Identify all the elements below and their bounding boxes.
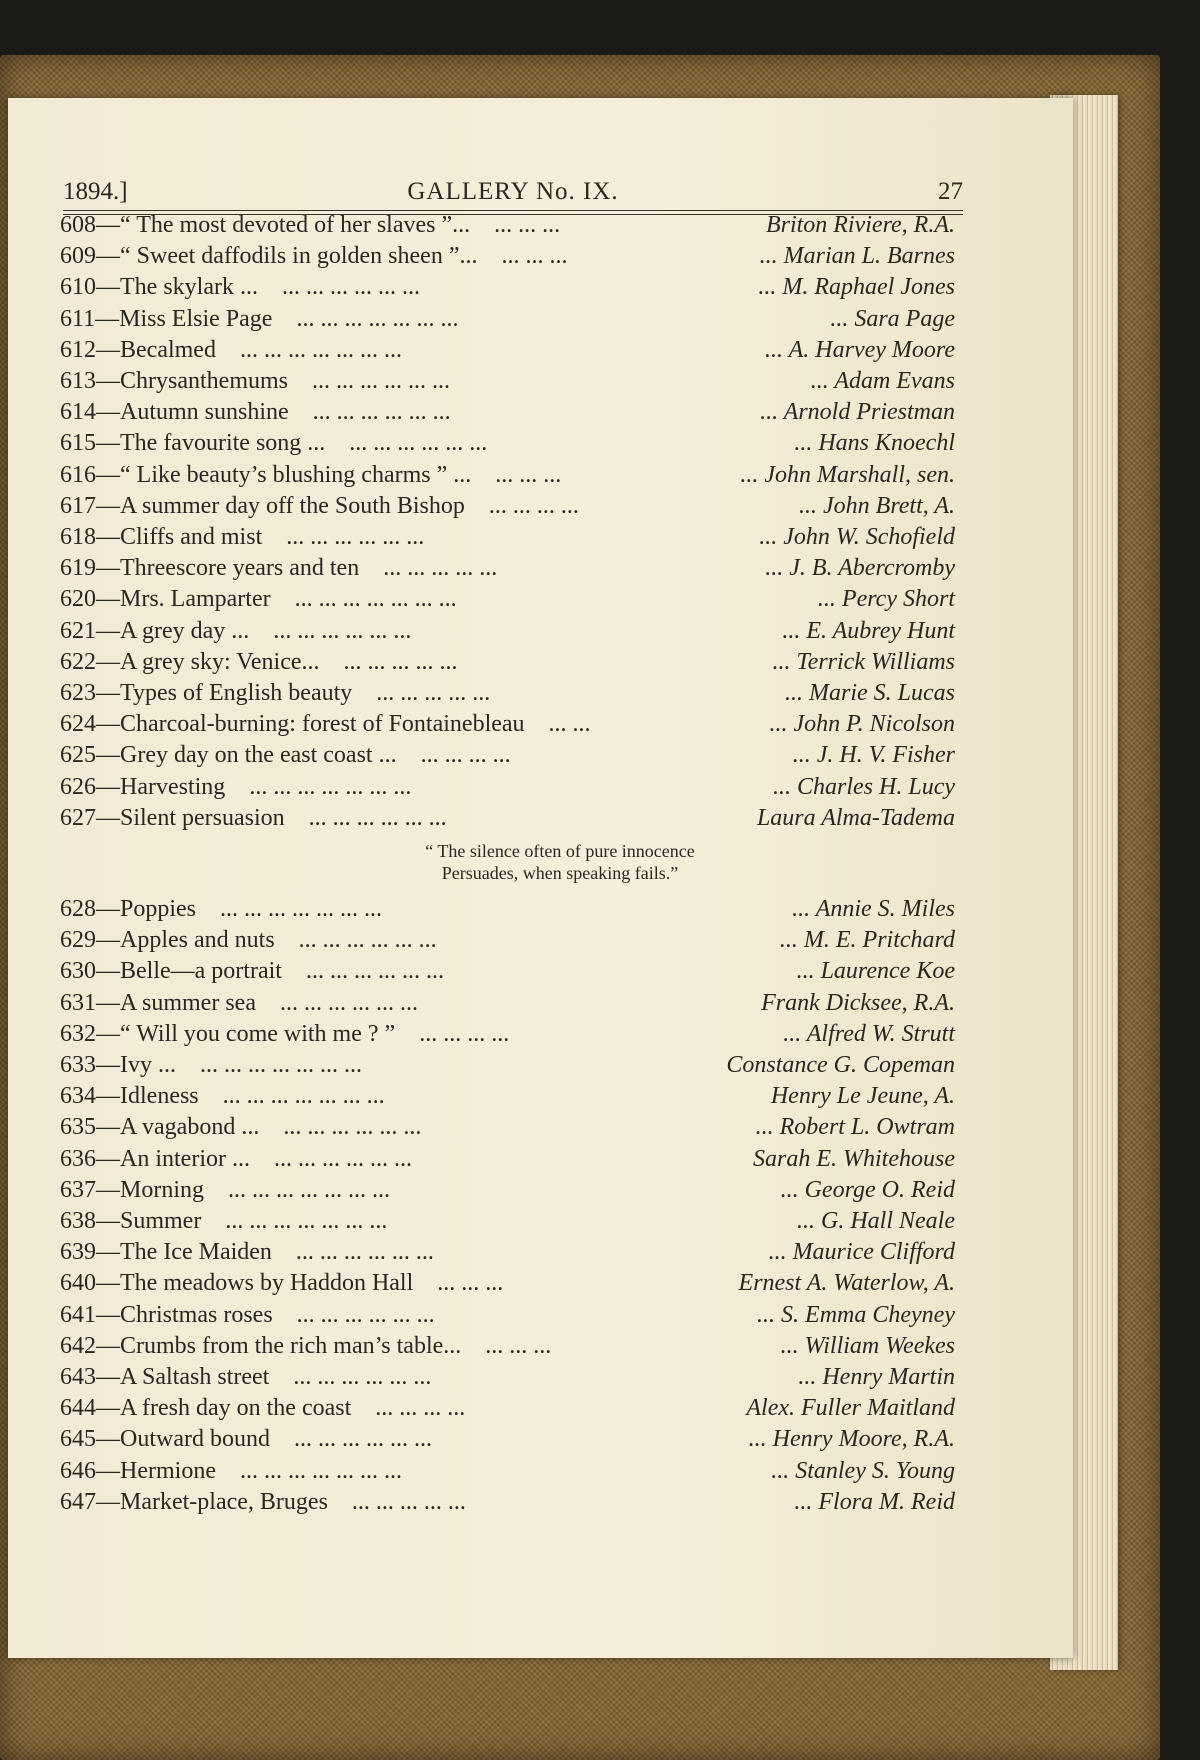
catalogue-entry [60,460,955,491]
entry-title: 638—Summer [60,1208,202,1234]
entry-title: 616—“ Like beauty’s blushing charms ” ... [60,461,472,488]
catalogue-entry [60,1393,955,1424]
entry-artist: Frank Dicksee, R.A. [761,989,955,1016]
entry-title: 620—Mrs. Lamparter [60,586,271,613]
catalogue-entry [60,366,955,397]
leader-dots: ... ... ... ... ... ... ... [296,305,459,332]
catalogue-entry [60,678,955,709]
catalogue-entry [60,1362,955,1393]
leader-dots: ... ... ... [485,1332,552,1359]
leader-dots: ... ... ... ... ... ... [312,368,450,394]
leader-dots: ... ... ... ... ... [351,1488,466,1515]
entry-title: 629—Apples and nuts [60,927,275,954]
page-number: 27 [938,178,963,205]
entry-title: 633—Ivy ... [60,1052,176,1078]
leader-dots: ... ... ... ... ... ... [283,1114,422,1141]
epigraph-quote [360,840,760,884]
entry-title: 637—Morning [60,1176,204,1203]
leader-dots: ... ... ... ... ... ... [308,804,447,831]
entry-title: 610—The skylark ... [60,274,258,301]
entry-artist: ... G. Hall Neale [797,1208,955,1234]
leader-dots: ... ... ... ... ... ... ... [239,1457,402,1484]
catalogue-entry [60,894,955,925]
leader-dots: ... ... ... ... ... ... ... [239,336,402,363]
catalogue-entry [60,1331,955,1362]
entry-artist: ... S. Emma Cheyney [757,1301,955,1328]
catalogue-entry [60,335,955,366]
catalogue-entry [60,709,955,740]
catalogue-entry [60,553,955,584]
entry-artist: ... J. B. Abercromby [765,555,955,582]
leader-dots: ... ... ... ... [375,1395,466,1422]
catalogue-entry [60,304,955,335]
catalogue-entry [60,1050,955,1081]
entry-title: 646—Hermione [60,1457,216,1484]
catalogue-entry [60,1237,955,1268]
leader-dots: ... ... ... ... ... [383,555,498,582]
leader-dots: ... ... ... ... ... ... ... [294,586,457,613]
entry-artist: ... George O. Reid [780,1176,955,1203]
leader-dots: ... ... ... ... [488,492,579,519]
entry-title: 614—Autumn sunshine [60,399,289,426]
quote-line: Persuades, when speaking fails.” [441,863,679,883]
catalogue-entry [60,956,955,987]
leader-dots: ... ... ... ... ... ... ... [225,1208,388,1234]
entry-artist: ... John P. Nicolson [769,711,955,738]
leader-dots: ... ... ... ... ... ... [281,274,420,301]
entry-artist: Constance G. Copeman [726,1052,955,1078]
catalogue-entry [60,925,955,956]
catalogue-entry [60,397,955,428]
entry-artist: ... John Brett, A. [799,492,955,519]
leader-dots: ... ... ... ... ... ... [293,1426,432,1453]
entry-artist: ... Arnold Priestman [760,399,955,426]
entry-artist: ... Marie S. Lucas [785,680,955,706]
book-page [8,98,1073,1658]
entry-title: 643—A Saltash street [60,1364,270,1390]
leader-dots: ... ... ... ... ... ... [273,1145,412,1172]
leader-dots: ... ... ... ... ... ... ... [200,1052,362,1078]
entry-artist: ... William Weekes [780,1332,955,1359]
entry-artist: ... Charles H. Lucy [773,773,955,800]
entry-artist: ... Marian L. Barnes [759,243,955,270]
catalogue-entry [60,1019,955,1050]
leader-dots: ... ... ... ... ... ... [312,399,451,426]
entry-title: 635—A vagabond ... [60,1114,260,1141]
catalogue-entry [60,1424,955,1455]
entry-artist: ... Robert L. Owtram [755,1114,955,1141]
leader-dots: ... ... [548,711,591,738]
leader-dots: ... ... ... ... ... ... [293,1364,432,1390]
catalogue-entry [60,1268,955,1299]
entry-title: 627—Silent persuasion [60,804,285,831]
entry-title: 623—Types of English beauty [60,680,353,706]
year-label: 1894.] [63,178,128,205]
entry-title: 639—The Ice Maiden [60,1239,272,1266]
entry-title: 617—A summer day off the South Bishop [60,492,465,519]
catalogue-entry [60,1206,955,1237]
leader-dots: ... ... ... [437,1270,504,1297]
entry-title: 609—“ Sweet daffodils in golden sheen ”... [60,243,478,270]
entry-title: 634—Idleness [60,1083,199,1110]
entry-artist: Henry Le Jeune, A. [770,1083,955,1110]
entry-artist: ... John Marshall, sen. [740,461,955,488]
catalogue-entry [60,584,955,615]
leader-dots: ... ... ... ... ... ... [349,430,488,457]
entry-title: 618—Cliffs and mist [60,524,263,550]
entry-title: 621—A grey day ... [60,617,250,644]
catalogue-entry [60,1300,955,1331]
entry-title: 642—Crumbs from the rich man’s table... [60,1332,462,1359]
leader-dots: ... ... ... ... ... ... ... [228,1176,390,1203]
catalogue-entry [60,1144,955,1175]
catalogue-entry [60,772,955,803]
entry-artist: ... Terrick Williams [772,648,955,675]
leader-dots: ... ... ... ... ... ... [286,524,425,550]
entry-artist: Sarah E. Whitehouse [753,1145,955,1172]
catalogue-entry [60,428,955,459]
entry-title: 624—Charcoal-burning: forest of Fontainebleau [60,711,525,738]
entry-title: 612—Becalmed [60,336,216,363]
catalogue-entry [60,647,955,678]
entry-title: 630—Belle—a portrait [60,958,282,985]
entry-title: 632—“ Will you come with me ? ” [60,1020,396,1047]
leader-dots: ... ... ... [494,212,561,238]
leader-dots: ... ... ... ... ... ... [295,1239,434,1266]
catalogue-entry [60,740,955,771]
entry-artist: ... M. Raphael Jones [758,274,955,301]
entry-artist: ... Laurence Koe [796,958,955,985]
entry-title: 625—Grey day on the east coast ... [60,742,397,769]
catalogue-entry [60,1081,955,1112]
leader-dots: ... ... ... ... ... ... [298,927,437,954]
entry-title: 645—Outward bound [60,1426,270,1453]
catalogue-entry [60,491,955,522]
entry-title: 611—Miss Elsie Page [60,305,273,332]
entry-title: 626—Harvesting [60,773,226,800]
entry-artist: Ernest A. Waterlow, A. [738,1270,955,1297]
leader-dots: ... ... ... ... ... ... [305,958,444,985]
leader-dots: ... ... ... ... ... ... [296,1301,435,1328]
catalogue-entry [60,241,955,272]
entry-title: 613—Chrysanthemums [60,368,288,394]
leader-dots: ... ... ... ... [419,1020,510,1047]
leader-dots: ... ... ... ... ... [376,680,491,706]
entry-artist: ... Maurice Clifford [768,1239,955,1266]
entry-artist: Laura Alma-Tadema [756,804,955,831]
catalogue-entry [60,1175,955,1206]
entry-artist: ... E. Aubrey Hunt [782,617,955,644]
entry-artist: ... John W. Schofield [759,524,955,550]
entry-artist: Briton Riviere, R.A. [765,212,955,238]
entry-title: 641—Christmas roses [60,1301,273,1328]
leader-dots: ... ... ... ... ... [343,648,458,675]
entry-artist: Alex. Fuller Maitland [746,1395,955,1422]
entry-artist: ... Henry Martin [798,1364,955,1390]
leader-dots: ... ... ... [495,461,562,488]
entry-artist: ... A. Harvey Moore [765,336,955,363]
entry-title: 631—A summer sea [60,989,256,1016]
catalogue-entry [60,1112,955,1143]
entry-artist: ... Flora M. Reid [794,1488,955,1515]
entry-artist: ... Percy Short [817,586,955,613]
entry-artist: ... J. H. V. Fisher [792,742,955,769]
catalogue-entry [60,616,955,647]
catalogue-entry [60,522,955,553]
entry-title: 622—A grey sky: Venice... [60,648,320,675]
entry-artist: ... Sara Page [830,305,955,332]
catalogue-entry [60,210,955,241]
entry-title: 619—Threescore years and ten [60,555,360,582]
entry-title: 608—“ The most devoted of her slaves ”... [60,212,471,238]
entry-artist: ... Annie S. Miles [792,896,955,922]
entry-artist: ... Alfred W. Strutt [783,1020,955,1047]
leader-dots: ... ... ... ... ... ... [279,989,418,1016]
catalogue-entry [60,1487,955,1518]
entry-artist: ... Henry Moore, R.A. [748,1426,955,1453]
leader-dots: ... ... ... ... ... ... ... [220,896,383,922]
quote-line: “ The silence often of pure innocence [425,841,695,861]
catalogue-entry [60,803,955,834]
entry-artist: ... Adam Evans [810,368,955,394]
catalogue-entry [60,272,955,303]
leader-dots: ... ... ... ... [420,742,511,769]
entry-artist: ... Stanley S. Young [771,1457,955,1484]
leader-dots: ... ... ... [501,243,568,270]
leader-dots: ... ... ... ... ... ... ... [249,773,412,800]
entry-title: 640—The meadows by Haddon Hall [60,1270,414,1297]
entry-title: 644—A fresh day on the coast [60,1395,352,1422]
catalogue-entry [60,1456,955,1487]
leader-dots: ... ... ... ... ... ... [273,617,412,644]
catalogue-entry [60,988,955,1019]
leader-dots: ... ... ... ... ... ... ... [222,1083,385,1110]
entry-title: 647—Market-place, Bruges [60,1488,328,1515]
entry-title: 615—The favourite song ... [60,430,326,457]
gallery-heading: GALLERY No. IX. [407,178,619,205]
entry-title: 636—An interior ... [60,1145,250,1172]
entry-artist: ... Hans Knoechl [794,430,955,457]
entry-artist: ... M. E. Pritchard [779,927,955,954]
entry-title: 628—Poppies [60,896,197,922]
